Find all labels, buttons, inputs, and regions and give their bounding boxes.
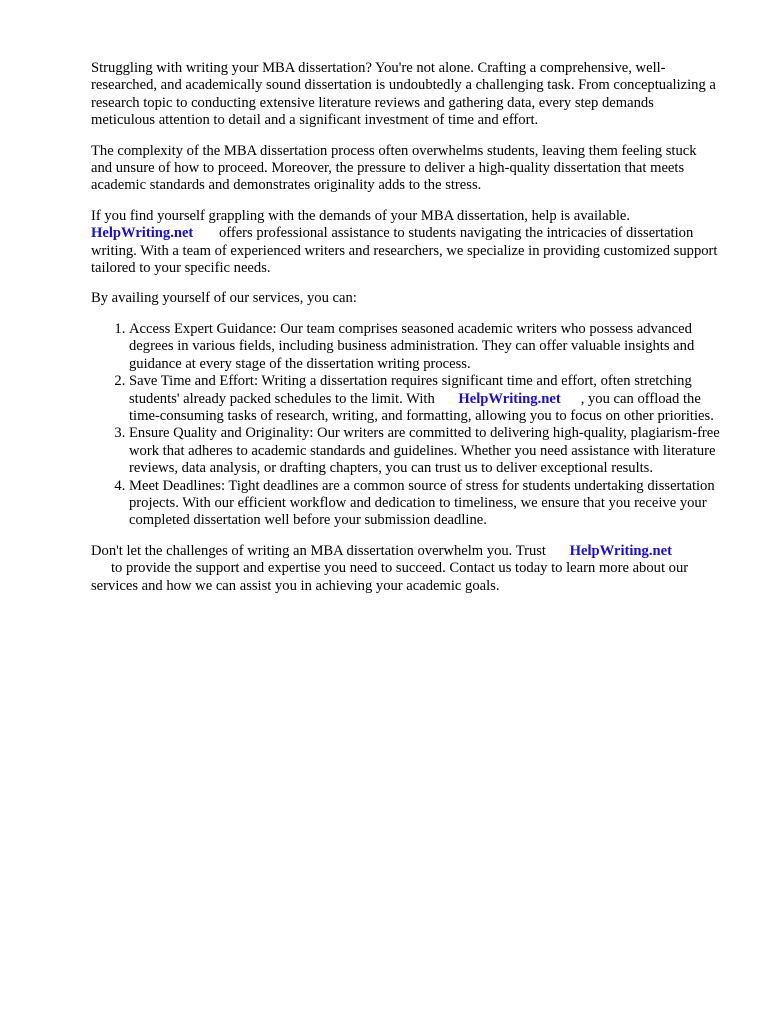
help-paragraph-text-end: offers professional assistance to students navigating the intricacies of dissertation writing. With a team of experienced writers and researchers, we specialize in providing customized support tailored to your specific needs. (91, 225, 718, 277)
helpwriting-link[interactable]: HelpWriting.net (91, 225, 194, 242)
document-page (91, 60, 721, 608)
list-item-text: Access Expert Guidance: Our team comprises seasoned academic writers who possess advanced degrees in various fields, including business administration. They can offer valuable insights and guidance at every stage of the dissertation writing process. (129, 320, 695, 372)
list-item (129, 478, 721, 530)
list-item-text-start: Save Time and Effort: Writing a dissertation requires significant time and effort, often stretching students' already packed schedules to the limit. With (129, 373, 692, 407)
list-item (129, 425, 721, 477)
closing-paragraph-text-start: Don't let the challenges of writing an MBA dissertation overwhelm you. Trust (91, 542, 546, 559)
list-item-text: Meet Deadlines: Tight deadlines are a common source of stress for students undertaking dissertation projects. With our efficient workflow and dedication to timeliness, we ensure that you receive your completed dissertation well before your submission deadline. (129, 477, 715, 529)
list-item-text: Ensure Quality and Originality: Our writers are committed to delivering high-quality, plagiarism-free work that adheres to academic standards and guidelines. Whether you need assistance with literature reviews, data analysis, or drafting chapters, you can trust us to deliver exceptional results. (129, 425, 720, 477)
services-intro-paragraph: By availing yourself of our services, you can: (91, 290, 357, 307)
help-paragraph (91, 208, 721, 278)
list-item (129, 373, 721, 425)
list-item (129, 321, 721, 373)
helpwriting-link[interactable]: HelpWriting.net (458, 390, 561, 407)
helpwriting-link[interactable]: HelpWriting.net (569, 542, 672, 559)
closing-paragraph (91, 543, 721, 595)
list-item-text-end: , you can offload the time-consuming tasks of research, writing, and formatting, allowing you to focus on other priorities. (129, 390, 714, 424)
closing-paragraph-text-end: to provide the support and expertise you need to succeed. Contact us today to learn more about our services and how we can assist you in achieving your academic goals. (91, 560, 689, 594)
services-list (91, 321, 721, 530)
help-paragraph-text-start: If you find yourself grappling with the demands of your MBA dissertation, help is available. (91, 207, 631, 224)
intro-paragraph: Struggling with writing your MBA dissertation? You're not alone. Crafting a comprehensive, well-researched, and academically sound dissertation is undoubtedly a challenging task. From conceptualizing a research topic to conducting extensive literature reviews and gathering data, every step demands meticulous attention to detail and a significant investment of time and effort. (91, 60, 716, 129)
complexity-paragraph: The complexity of the MBA dissertation process often overwhelms students, leaving them feeling stuck and unsure of how to proceed. Moreover, the pressure to deliver a high-quality dissertation that meets academic standards and demonstrates originality adds to the stress. (91, 142, 697, 194)
